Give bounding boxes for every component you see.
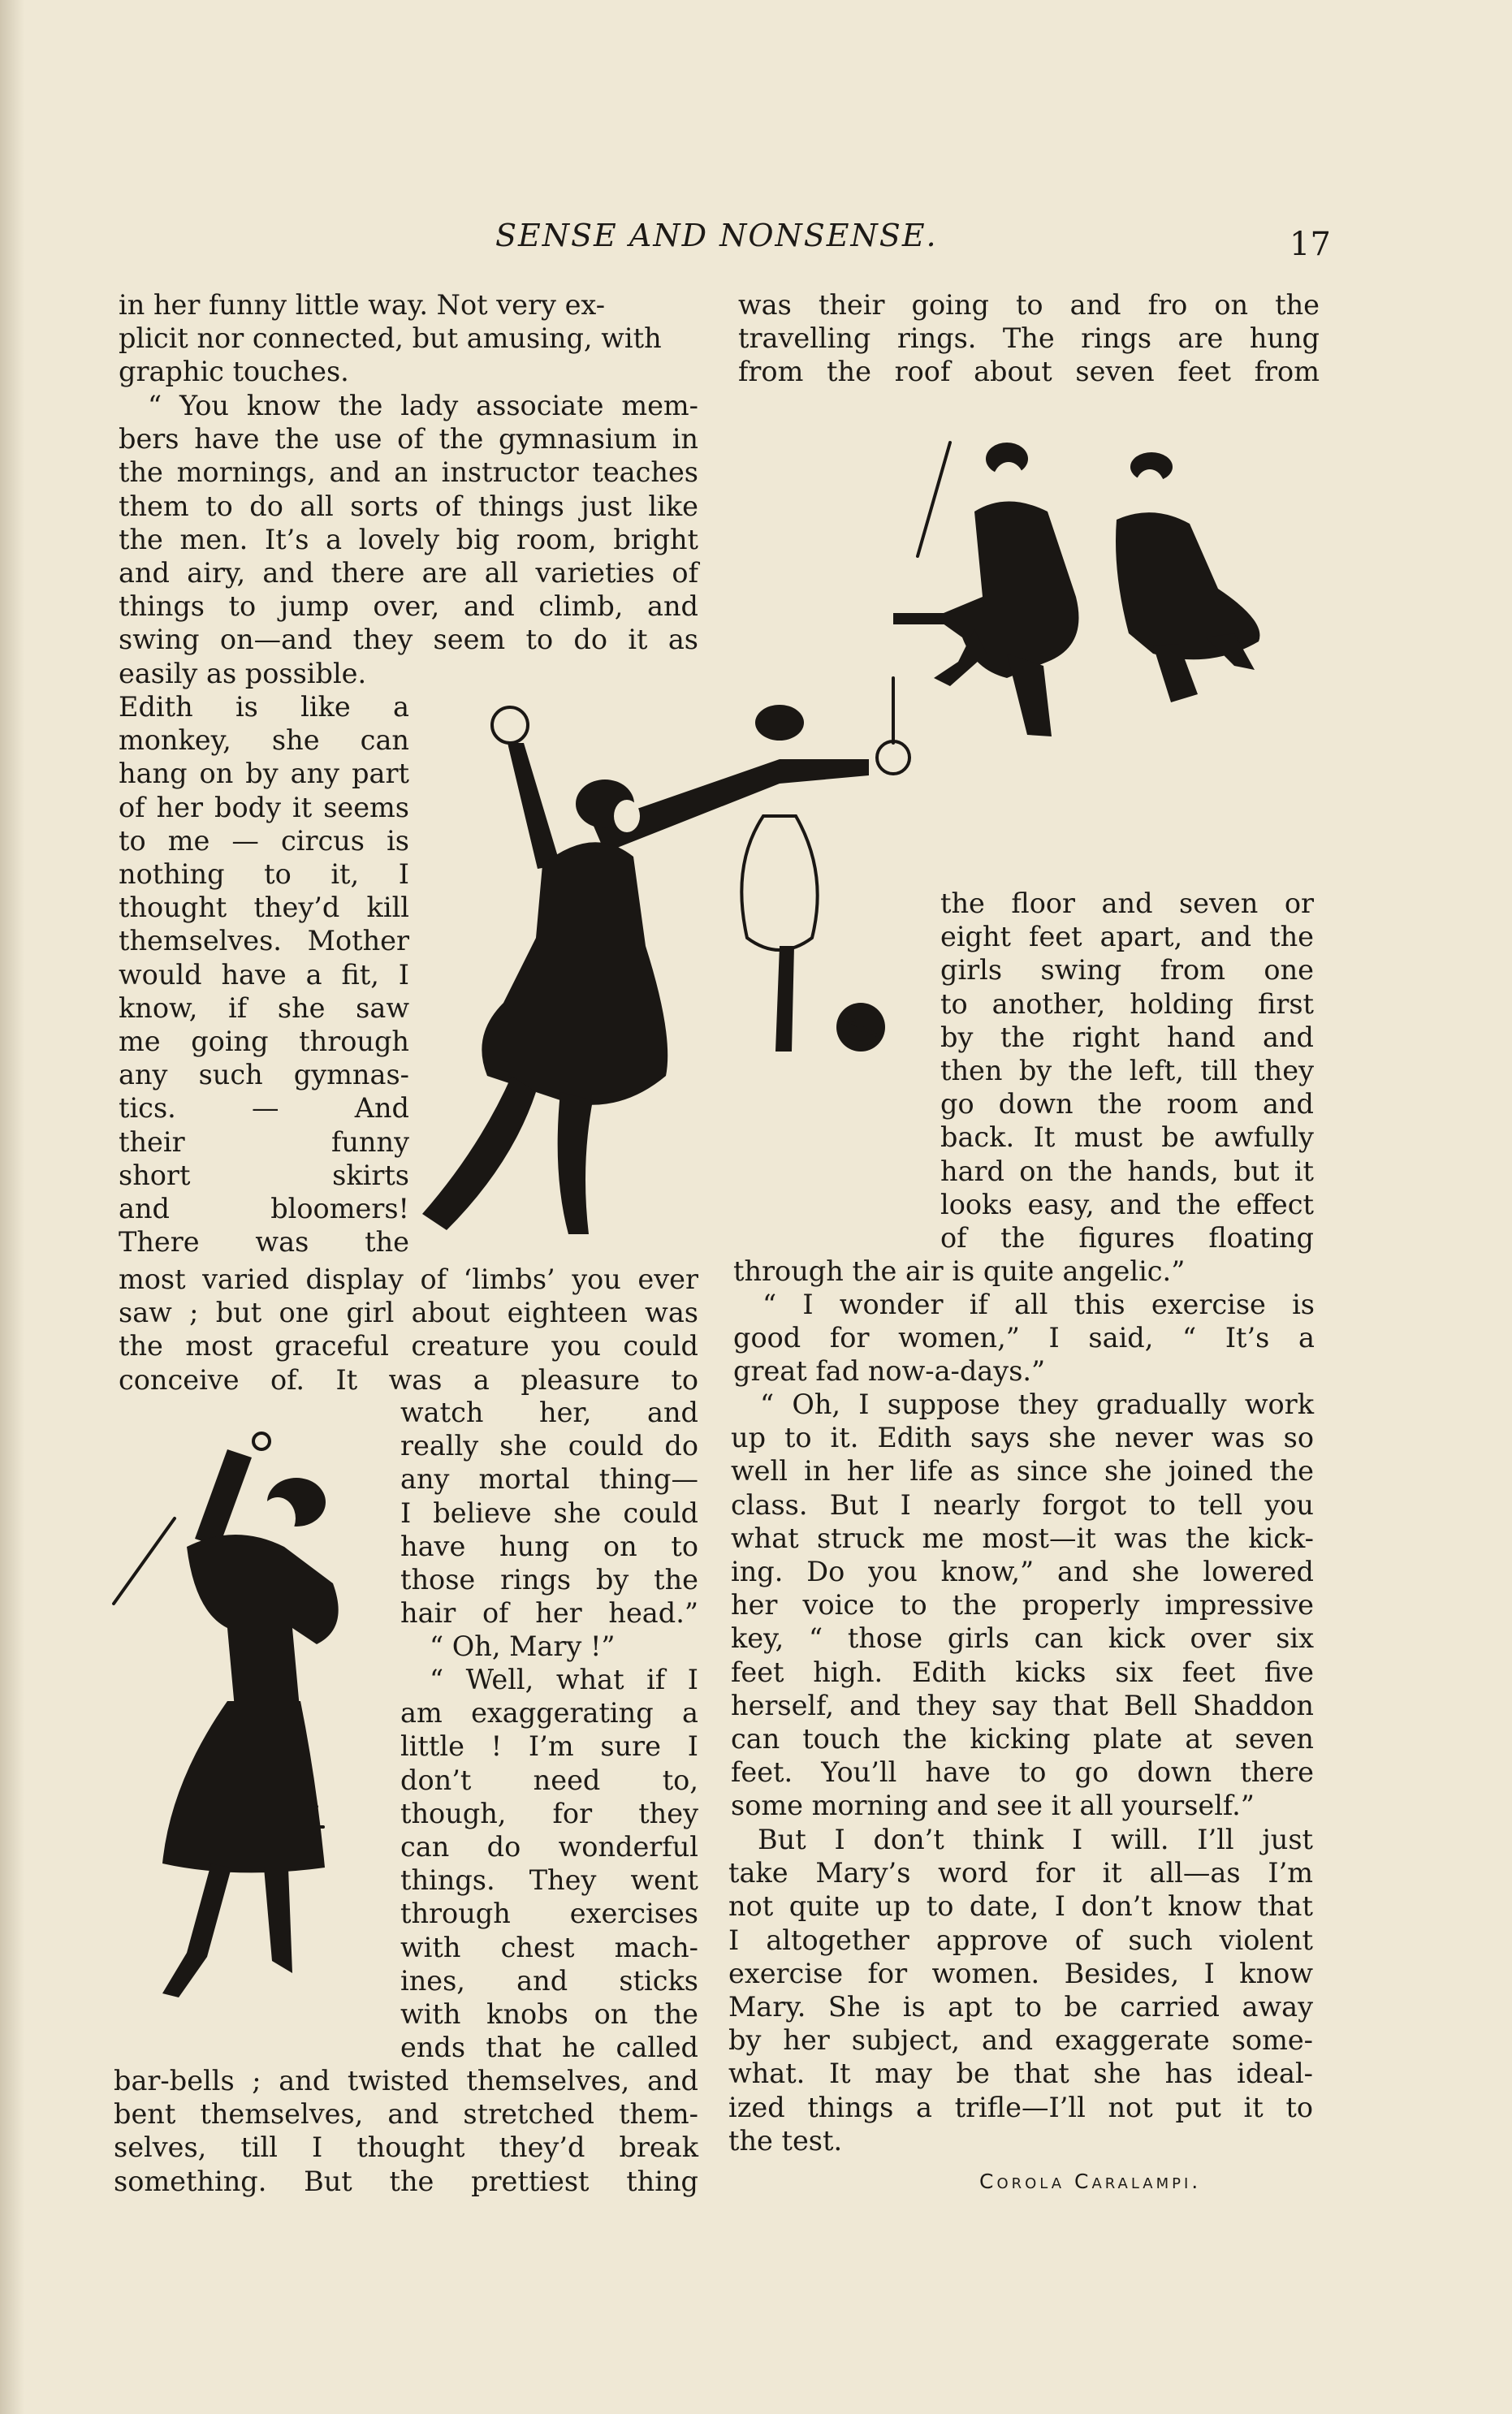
illustration-club-swinging-woman: [89, 1425, 398, 2010]
col1-para-1: in her funny little way. Not very ex- plicit nor connected, but amusing, with graphic touches.: [119, 289, 662, 388]
illustration-seated-women: [885, 434, 1275, 759]
col2-para-1: was their going to and fro on the travelling rings. The rings are hung from the roof about seven feet from: [738, 289, 1320, 388]
col1-para-well: “ Well, what if I am exaggerating a little ! I’m sure I don’t need to, though, for they can do wonderful things. They went through exercises with chest mach- ines, and sticks with knobs on the ends that he called: [400, 1664, 698, 2064]
col2-para-wrap-floor: the floor and seven or eight feet apart, and the girls swing from one to another, holding first by the right hand and then by the left, till they go down the room and back. It must be awfully hard on the hands, but it looks easy, and the effect of the figures floating: [940, 887, 1314, 1255]
illustration-leaping-woman-rings: [325, 694, 942, 1263]
col1-para-bar-bells: bar-bells ; and twisted themselves, and bent themselves, and stretched them- selves, till I thought they’d break something. But the prettiest thing: [114, 2065, 698, 2197]
col1-para-oh-mary: “ Oh, Mary !”: [430, 1630, 616, 1662]
running-header: SENSE AND NONSENSE.: [495, 218, 938, 253]
gutter-shadow: [0, 0, 24, 2414]
col2-para-angelic: through the air is quite angelic.”: [733, 1255, 1186, 1287]
col1-para-watch-her: watch her, and really she could do any mortal thing— I believe she could have hung on to those rings by the hair of her head.”: [400, 1397, 698, 1630]
col2-para-dont-think: But I don’t think I will. I’ll just take Mary’s word for it all—as I’m not quite up to date, I don’t know that I altogether approve of such violent exercise for women. Besides, I know Mary. She is apt to be carried away by her subject, and exaggerate some- what. It may be that she has ideal- ized things a trifle—I’ll not put it to the test.: [728, 1824, 1313, 2157]
col2-para-suppose: “ Oh, I suppose they gradually work up to it. Edith says she never was so well in her life as since she joined the class. But I nearly forgot to tell you what struck me most—it was the kick- ing. Do you know,” and she lowered her voice to the properly impressive key, “ those girls can kick over six feet high. Edith kicks six feet five herself, and they say that Bell Shaddon can touch the kicking plate at seven feet. You’ll have to go down there some morning and see it all yourself.”: [731, 1388, 1314, 1822]
page-number: 17: [1290, 226, 1331, 263]
col1-para-limbs: most varied display of ‘limbs’ you ever saw ; but one girl about eighteen was the most graceful creature you could conceive of. It was a pleasure to: [119, 1263, 698, 1396]
author-signature: Corola Caralampi.: [979, 2170, 1202, 2193]
col2-para-wonder: “ I wonder if all this exercise is good for women,” I said, “ It’s a great fad now-a-days.”: [733, 1289, 1315, 1388]
col1-para-2: “ You know the lady associate mem- bers have the use of the gymnasium in the mornings, and an instructor teaches them to do all sorts of things just like the men. It’s a lovely big room, bright and airy, and there are all varieties of things to jump over, and climb, and swing on—and they seem to do it as easily as possible.: [119, 390, 698, 689]
col1-para-wrap-edith: Edith is like a monkey, she can hang on by any part of her body it seems to me — circus is nothing to it, I thought they’d kill themselves. Mother would have a fit, I know, if she saw me going through any such gymnas- tics. — And their funny short skirts and bloomers! There was the: [119, 691, 409, 1259]
